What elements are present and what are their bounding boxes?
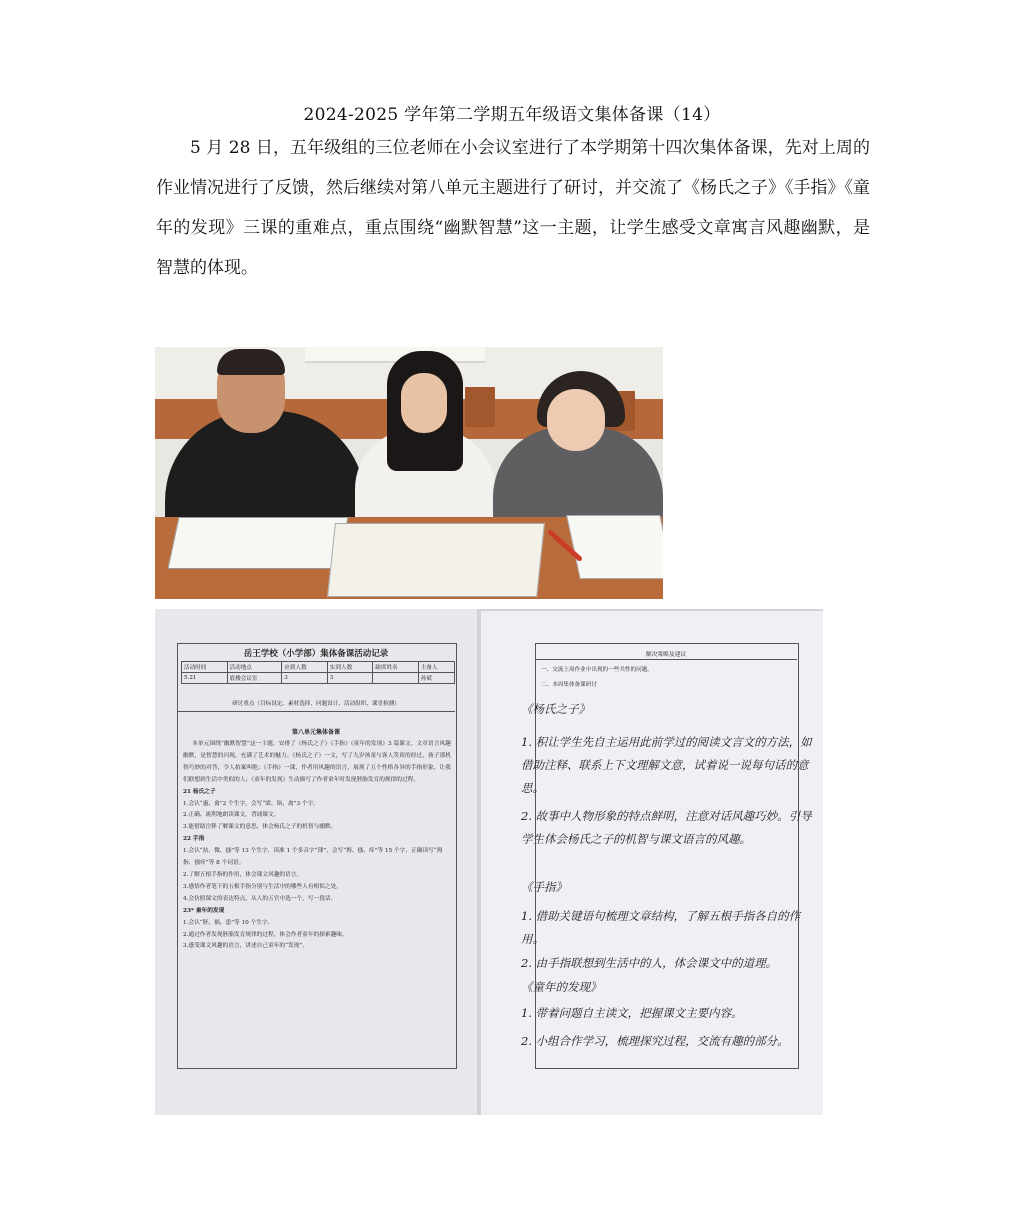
record-table-header: 主备人 [418,662,454,673]
record-table-header: 缺席姓名 [373,662,419,673]
record-table [181,661,455,684]
lesson-goal: 3.感悟作者笔下的五根手指分别与生活中的哪些人有相似之处。 [183,883,342,890]
record-table-cell: 5.21 [182,673,228,684]
record-table-cell [373,673,419,684]
lesson-goal: 1.会认“胚、祸、患”等 10 个生字。 [183,919,274,926]
unit-intro: 本单元围绕“幽默智慧”这一主题，安排了《杨氏之子》《手指》《童年的发现》3 篇课文。文章语言风趣幽默，是智慧的闪现，充满了艺术的魅力。《杨氏之子》一文，写了九岁孩童与客人笑谈的经过，孩子那机智巧妙的对答，令人拍案叫绝；《手指》一课，作者用风趣的语言，展现了五个性格各异的手指形象，让我们联想到生活中类似的人；《童年的发现》生动描写了作者童年时发现胚胎发育的规律的过程。 [183,741,451,783]
page-title: 2024-2025 学年第二学期五年级语文集体备课（14） [303,105,721,125]
divider [535,659,797,660]
lesson-heading: 22 手指 [183,836,205,843]
lesson-goal: 2.通过作者发现胚胎发育规律的过程，体会作者童年的探索趣味。 [183,931,348,938]
photo-chair [465,387,495,427]
teacher-1-hair [217,349,285,375]
photo-window [305,347,485,363]
record-body [183,739,451,953]
strategy-print-line: 一、交流上周作业中出现的一些共性的问题。 [541,667,653,673]
scanned-records [155,609,823,1115]
lesson-goal: 4.会仿照课文的表达特点，从人的五官中选一个，写一段话。 [183,895,337,902]
lesson-heading: 21 杨氏之子 [183,788,216,795]
meeting-photo [155,347,663,599]
record-table-cell: 孙斌 [418,673,454,684]
handwritten-line: 2. 小组合作学习，梳理探究过程，交流有趣的部分。 [521,1034,789,1048]
lesson-goal: 1.会认“拈、微、搔”等 13 个生字，读准 1 个多音字“薄”，会写“拇、搔、痒”等 15 个字，正确读写“拇指、搔痒”等 8 个词语。 [183,848,443,867]
record-table-cell: 3 [327,673,373,684]
lesson-goal: 2.了解五根手指的作用，体会课文风趣的语言。 [183,871,303,878]
record-sheet-title: 岳王学校（小学部）集体备课活动记录 [243,649,389,659]
lesson-goal: 3.能借助注释了解课文的意思，体会杨氏之子的机智与幽默。 [183,824,337,831]
handwritten-line: 《杨氏之子》 [521,702,590,716]
teacher-2-face [401,373,447,433]
handwritten-line: 《手指》 [521,880,567,894]
lesson-goal: 3.感受课文风趣的语言，讲述自己童年的“发现”。 [183,943,308,950]
record-table-cell: 3 [282,673,328,684]
record-table-header: 实到人数 [327,662,373,673]
teacher-3-face [547,389,605,451]
unit-title: 第八单元集体备课 [291,729,340,736]
strategy-print-line: 二、本周集体备课研讨 [541,682,597,688]
record-table-header: 应到人数 [282,662,328,673]
handwritten-line: 1. 借助关键语句梳理文章结构，了解五根手指各自的作用。 [521,909,801,946]
notebook [167,517,348,569]
record-sheet-page [155,609,477,1115]
record-table-header: 活动时间 [182,662,228,673]
research-focus: 研讨重点（目标设定、素材选择、问题设计、活动组织、课堂检测） [232,701,400,707]
lesson-goal: 1.会认“惠、禽”2 个生字，会写“梁、诣、禽”3 个字。 [183,800,319,807]
handwritten-line: 1. 带着问题自主读文，把握课文主要内容。 [521,1006,743,1020]
handwritten-line: 2. 由手指联想到生活中的人，体会课文中的道理。 [521,956,778,970]
strategy-heading: 解决策略及建议 [645,652,687,658]
record-table-header-row [182,662,455,673]
record-table-row [182,673,455,684]
body-paragraph: 5 月 28 日，五年级组的三位老师在小会议室进行了本学期第十四次集体备课，先对上周的作业情况进行了反馈，然后继续对第八单元主题进行了研讨，并交流了《杨氏之子》《手指》《童年的发现》三课的重难点，重点围绕“幽默智慧”这一主题，让学生感受文章寓言风趣幽默，是智慧的体现。 [156,138,870,278]
record-table-cell: 底楼会议室 [227,673,282,684]
handwritten-line: 2. 故事中人物形象的特点鲜明，注意对话风趣巧妙。引导学生体会杨氏之子的机智与课文语言的风趣。 [521,809,812,846]
record-table-header: 活动地点 [227,662,282,673]
handwritten-line: 1. 积让学生先自主运用此前学过的阅读文言文的方法，如借助注释、联系上下文理解文意，试着说一说每句话的意思。 [521,735,812,795]
lesson-goal: 2.正确、流利地朗读课文。背诵课文。 [183,812,280,819]
divider [177,711,455,712]
handwritten-line: 《童年的发现》 [521,980,602,994]
textbook [327,523,545,597]
notebook [566,515,663,579]
lesson-heading: 23* 童年的发现 [183,907,225,914]
